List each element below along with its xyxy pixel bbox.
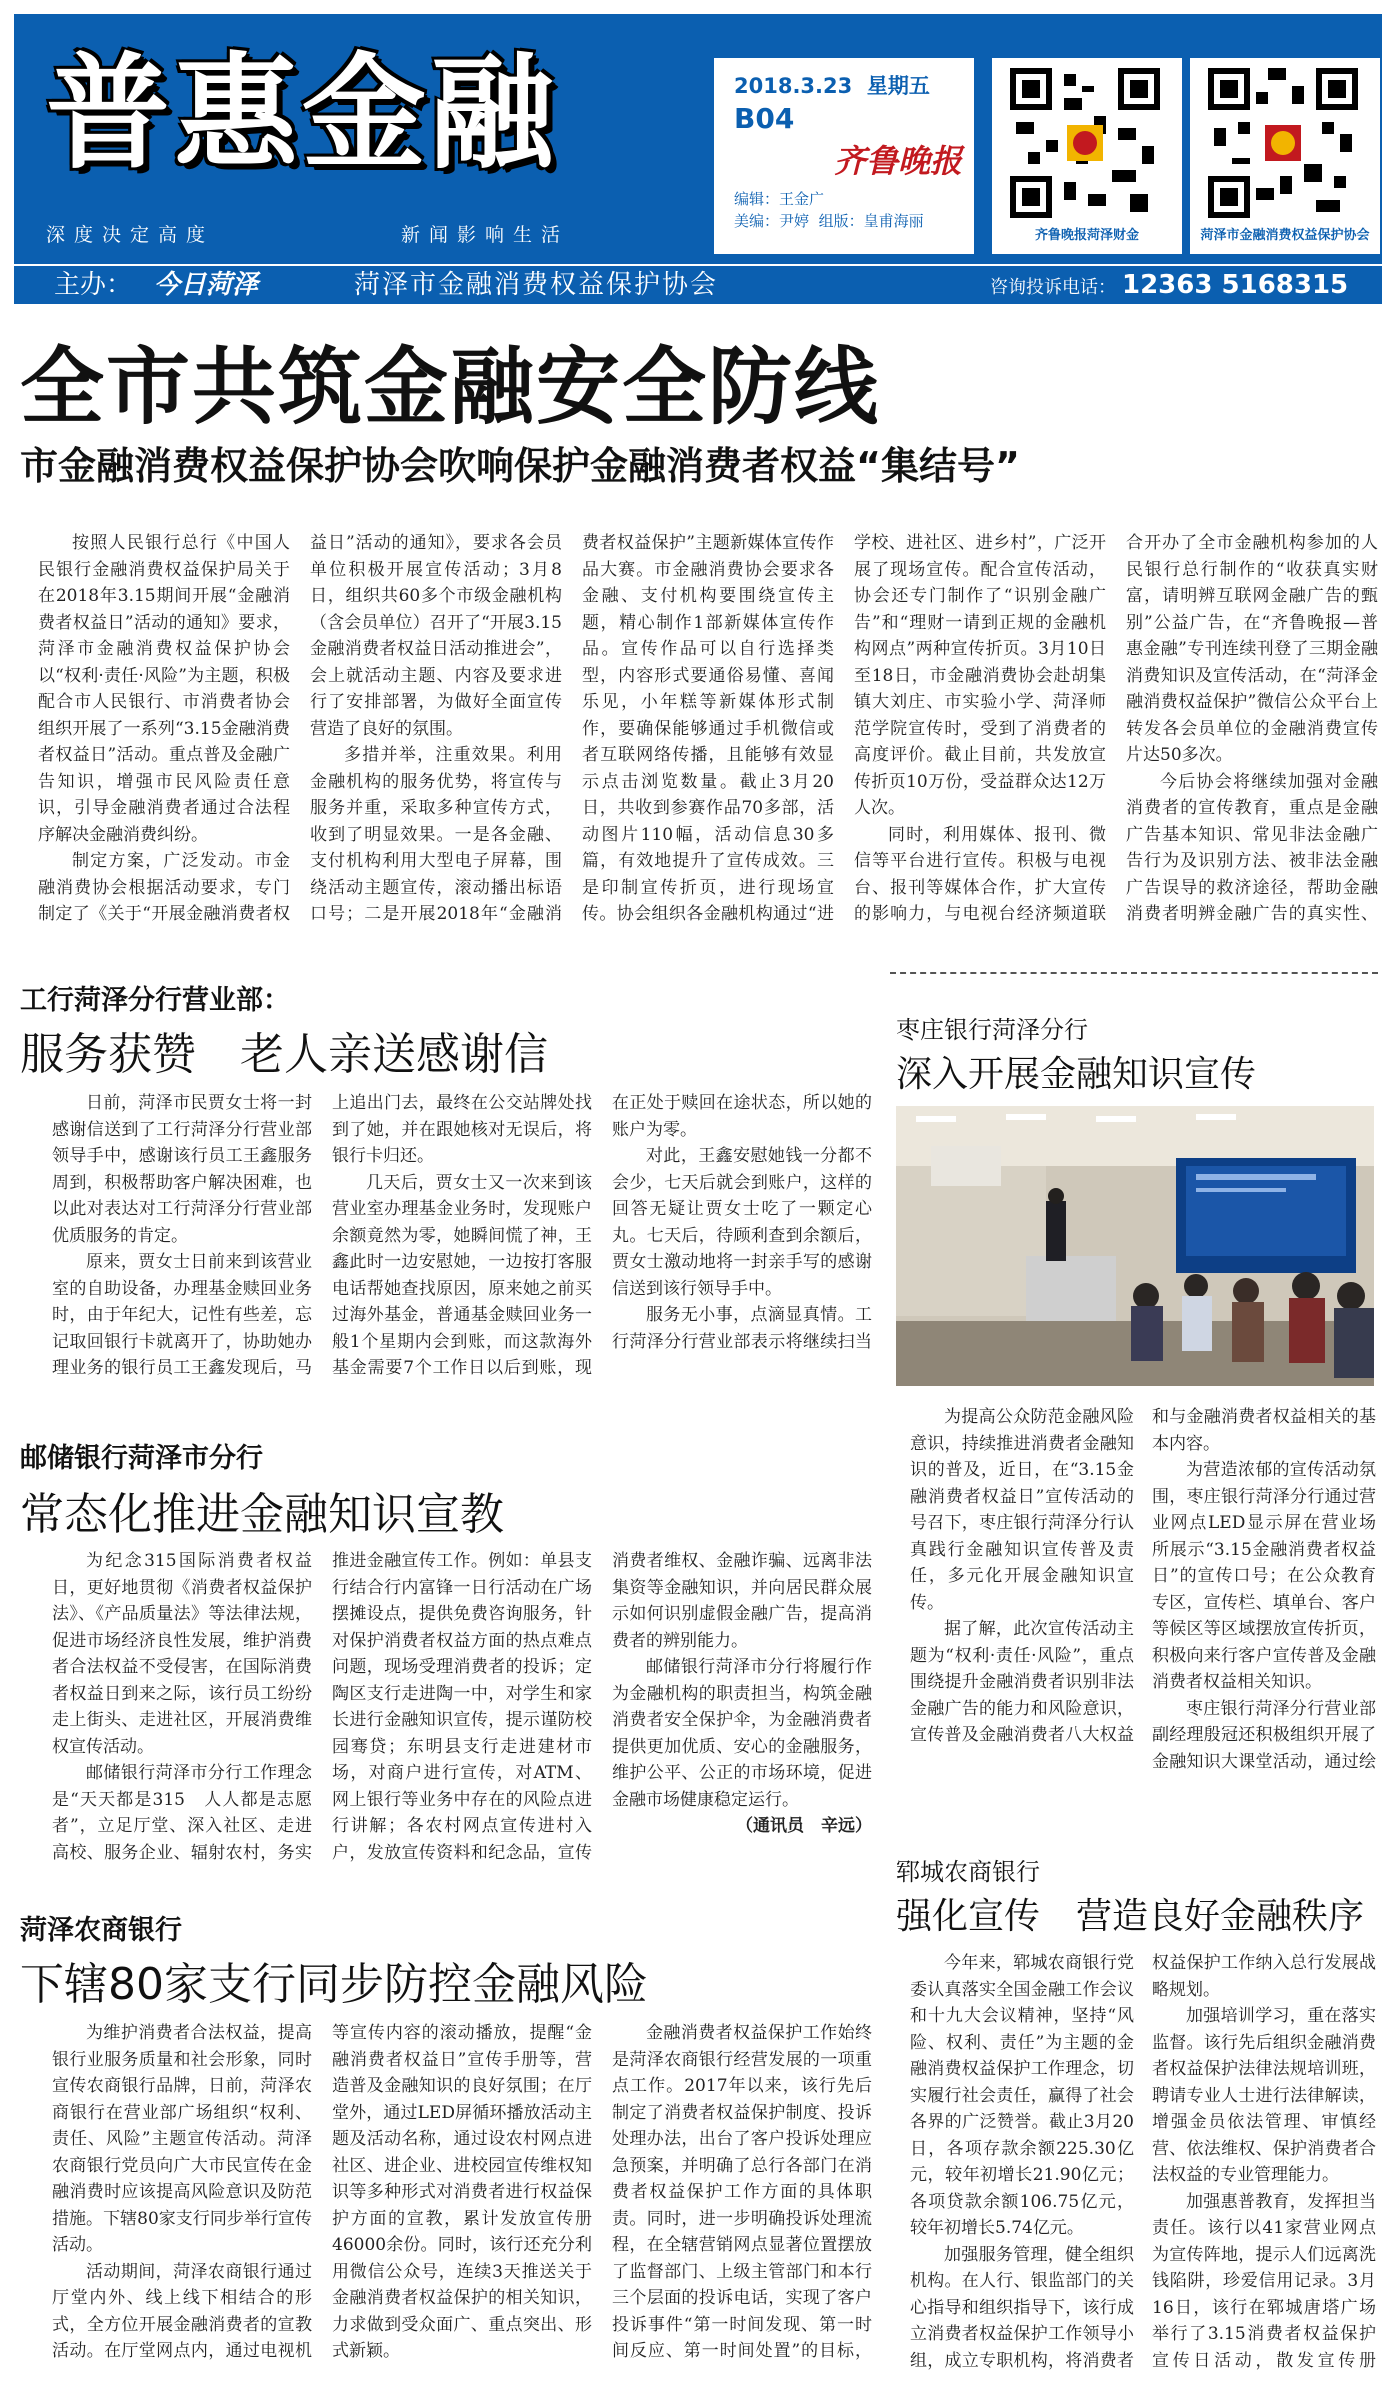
section-divider — [890, 972, 1378, 974]
brand-title: 普惠金融 — [46, 42, 559, 186]
editor-credit: 美编：尹婷 组版：皇甫海丽 — [734, 212, 924, 230]
paragraph: 服务无小事，点滴显真情。工行菏泽分行营业部表示将继续扫当 — [612, 1305, 872, 1352]
paragraph: 多措并举，注重效果。利用金融机构的服务优势，将宣传与服务并重，采取多种宣传方式，收到了明显效果。一是各金融、支付机构利用大型电子屏幕，围绕活动主题宣传，滚动播出标语口号；二是开展2018年“金融消费者权益保护”主题新媒体宣传作品大赛。市金融消费协会要求各金融、支付机构要围绕宣传主题，精心制作1部新媒体宣传作品。宣传作品可以自行选择类型，内容形式要通俗易懂、喜闻乐见，小年糕等新媒体形式制作，要确保能够通过手机微信或者互联网络传播，且能够有效显示点击浏览数量。截止3月20日，共收到参赛作品70多部，活动图片110幅，活动信息30多篇，有效地提升了宣传成效。三是印制宣传折页，进行现场宣传。协会组织各金融机构通过“进学校、进社区、进乡村”，广泛开展了现场宣传。配合宣传活动，协会还专门制作了“识别金融广告”和“理财一请到正规的金融机构网点”两种宣传折页。3月10日至18日，市金融消费协会赴胡集镇大刘庄、市实验小学、菏泽师范学院宣传时，受到了消费者的高度评价。截止目前，共发放宣传折页10万份，受益群众达12万人次。 — [310, 533, 1106, 924]
paragraph: 据了解，此次宣传活动主题为“权利·责任·风险”，重点围绕提升金融消费者识别非法金融广告的能力和风险意识，宣传普及金融消费者八大权益和与金融消费者权益相关的基本内容。 — [910, 1407, 1376, 1745]
paragraph: 原来，贾女士日前来到该营业室的自助设备，办理基金赎回业务时，由于年纪大，记性有些差，忘记取回银行卡就离开了，协助她办理业务的银行员工王鑫发现后，马上追出门去，最终在公交站牌处找到了她，并在跟她核对无误后，将银行卡归还。 — [52, 1093, 592, 1378]
hotline-number[interactable]: 12363 5168315 — [1122, 270, 1349, 300]
paragraph: 邮储银行菏泽市分行工作理念是“天天都是315 人人都是志愿者”，立足厅堂、深入社区、走进高校、服务企业、辐射农村，务实推进金融宣传工作。例如：单县支行结合行内富锋一日行活动在广场摆摊设点，提供免费咨询服务，针对保护消费者权益方面的热点难点问题，现场受理消费者的投诉；定陶区支行走进陶一中，对学生和家长进行金融知识宣传，提示谨防校园骞贷；东明县支行走进建材市场，对商户进行宣传，对ATM、网上银行等业务中存在的风险点进行讲解；各农村网点宣传进村入户，发放宣传资料和纪念品，宣传消费者维权、金融诈骗、远离非法集资等金融知识，并向居民群众展示如何识别虚假金融广告，提高消费者的辨别能力。 — [52, 1551, 872, 1863]
slogan-left: 深度决定高度 — [46, 224, 215, 246]
byline: （通讯员 辛远） — [736, 1816, 872, 1836]
main-headline: 全市共筑金融安全防线 — [20, 338, 881, 436]
main-subheadline: 市金融消费权益保护协会吹响保护金融消费者权益“集结号” — [20, 444, 1020, 488]
hotline — [990, 266, 1348, 307]
paragraph: 同时，利用媒体、报刊、微信等平台进行宣传。积极与电视台、报刊等媒体合作，扩大宣传的影响力，与电视台经济频道联合开办了全市金融机构参加的人民银行总行制作的“收获真实财富，请明辨互联网金融广告的甄别”公益广告，在“齐鲁晚报—普惠金融”专刊连续刊登了三期金融消费知识及宣传活动，在“菏泽金融消费权益保护”微信公众平台上转发各会员单位的金融消费宣传片达50多次。 — [854, 533, 1378, 924]
sponsor-logo: 今日菏泽 — [154, 270, 259, 300]
issue-date: 2018.3.23 星期五 — [734, 74, 930, 98]
paragraph: 按照人民银行总行《中国人民银行金融消费权益保护局关于在2018年3.15期间开展“金融消费者权益日”活动的通知》要求，菏泽市金融消费权益保护协会以“权利·责任·风险”为主题，积极配合市人民银行、市消费者协会组织开展了一系列“3.15金融消费者权益日”活动。重点普及金融广告知识，增强市民风险责任意识，引导金融消费者通过合法程序解决金融消费纠纷。 — [38, 533, 290, 845]
paragraph: 枣庄银行菏泽分行营业部副经理殷冠还积极组织开展了金融知识大课堂活动，通过绘 — [1152, 1698, 1376, 1772]
paragraph: 几天后，贾女士又一次来到该营业室办理基金业务时，发现账户余额竟然为零，她瞬间慌了神，王鑫此时一边安慰她，一边按打客服电话帮她查找原因，原来她之前买过海外基金，普通基金赎回业务一般1个星期内会到账，而这款海外基金需要7个工作日以后到账，现在正处于赎回在途状态，所以她的账户为零。 — [332, 1093, 872, 1378]
qr-caption: 齐鲁晚报菏泽财金 — [1034, 228, 1139, 243]
rcb-kicker: 菏泽农商银行 — [20, 1915, 182, 1946]
paragraph: 为营造浓郁的宣传活动氛围，枣庄银行菏泽分行通过营业网点LED显示屏在营业场所展示“3.15金融消费者权益日”的宣传口号；在公众教育专区，宣传栏、填单台、客户等候区等区域摆放宣传折页，积极向来行客户宣传普及金融消费者权益相关知识。 — [1152, 1460, 1376, 1692]
sponsor-organization: 菏泽市金融消费权益保护协会 — [354, 270, 719, 300]
icbc-article-body — [52, 1090, 872, 1400]
paragraph: 为纪念315国际消费者权益日，更好地贯彻《消费者权益保护法》、《产品质量法》等法律法规，促进市场经济良性发展，维护消费者合法权益不受侵害，在国际消费者权益日到来之际，该行员工纷纷走上街头、走进社区，开展消费维权宣传活动。 — [52, 1551, 312, 1757]
icbc-kicker: 工行菏泽分行营业部： — [20, 985, 290, 1016]
seminar-photo-image — [896, 1106, 1374, 1386]
qr-code-icon[interactable] — [1010, 68, 1160, 218]
sponsor-bar — [14, 264, 1382, 304]
paragraph: 加强服务管理，健全组织机构。在人行、银监部门的关心指导和组织指导下，该行成立消费者权益保护工作领导小组，成立专职机构，将消费者权益保护工作纳入总行发展战略规划。 — [910, 1953, 1376, 2371]
issue-page: B04 — [734, 102, 795, 135]
paragraph: 加强惠普教育，发挥担当责任。该行以41家营业网点为宣传阵地，提示人们远离洗钱陷阱，珍爱信用记录。3月16日，该行在郓城唐塔广场举行了3.15消费者权益保护宣传日活动，散发宣传册 — [1152, 2191, 1376, 2371]
qr-caption: 菏泽市金融消费权益保护协会 — [1200, 228, 1370, 243]
sponsor-label: 主办： — [54, 270, 133, 300]
yuncheng-article-body — [910, 1950, 1376, 2380]
psbc-title: 常态化推进金融知识宣教 — [20, 1489, 504, 1540]
seminar-photo — [896, 1106, 1374, 1386]
zaozhuang-article-body — [910, 1404, 1376, 1784]
zaozhuang-title: 深入开展金融知识宣传 — [896, 1054, 1257, 1095]
editor-credits — [734, 188, 924, 232]
psbc-article-body — [52, 1548, 872, 1878]
zaozhuang-kicker: 枣庄银行菏泽分行 — [896, 1016, 1088, 1044]
masthead — [14, 14, 1382, 304]
paper-logo: 齐鲁晚报 — [834, 142, 963, 180]
editor-credit: 编辑：王金广 — [734, 190, 825, 208]
qr-code-icon[interactable] — [1208, 68, 1358, 218]
issue-info-box — [714, 58, 974, 254]
paragraph: 对此，王鑫安慰她钱一分都不会少，七天后就会到账户，这样的回答无疑让贾女士吃了一颗定心丸。七天后，待顾利查到余额后，贾女士激动地将一封亲手写的感谢信送到该行领导手中。 — [612, 1146, 872, 1299]
paragraph: 今后协会将继续加强对金融消费者的宣传教育，重点是金融广告基本知识、常见非法金融广告行为及识别方法、被非法金融广告误导的救济途径，帮助金融消费者明辨金融广告的真实性、 — [1126, 771, 1378, 924]
rcb-article-body — [52, 2020, 872, 2382]
paragraph: 金融消费者权益保护工作始终是菏泽农商银行经营发展的一项重点工作。2017年以来，该行先后制定了消费者权益保护制度、投诉处理办法，出台了客户投诉处理应急预案，并明确了总行各部门在消费者权益保护工作方面的具体职责。同时，进一步明确投诉处理流程，在全辖营销网点显著位置摆放了监督部门、上级主管部门和本行三个层面的投诉电话，实现了客户投诉事件“第一时间发现、第一时间反应、第一时间处置”的目标， — [612, 2023, 872, 2361]
yuncheng-kicker: 郓城农商银行 — [896, 1858, 1040, 1886]
icbc-title: 服务获赞 老人亲送感谢信 — [20, 1029, 548, 1080]
qr-code-block — [1190, 58, 1380, 254]
paragraph: 活动期间，菏泽农商银行通过厅堂内外、线上线下相结合的形式，全方位开展金融消费者的宣教活动。在厅堂网点内，通过电视机等宣传内容的滚动播放，提醒“金融消费者权益日”宣传手册等，营造普及金融知识的良好氛围；在厅堂外，通过LED屏循环播放活动主题及活动名称，通过设农村网点进社区、进企业、进校园宣传维权知识等多种形式对消费者进行权益保护方面的宣教，累计发放宣传册46000余份。同时，该行还充分利用微信公众号，连续3天推送关于金融消费者权益保护的相关知识，力求做到受众面广、重点突出、形式新颖。 — [52, 2023, 592, 2361]
rcb-title: 下辖80家支行同步防控金融风险 — [20, 1959, 648, 2010]
paragraph: 制定方案，广泛发动。市金融消费协会根据活动要求，专门制定了《关于“开展金融消费者权益日”活动的通知》，要求各会员单位积极开展宣传活动；3月8日，组织共60多个市级金融机构（含会员单位）召开了“开展3.15金融消费者权益日活动推进会”，会上就活动主题、内容及要求进行了安排部署，为做好全面宣传营造了良好的氛围。 — [38, 533, 562, 924]
paragraph: 日前，菏泽市民贾女士将一封感谢信送到了工行菏泽分行营业部领导手中，感谢该行员工王鑫服务周到，积极帮助客户解决困难，也以此对表达对工行菏泽分行营业部优质服务的肯定。 — [52, 1093, 312, 1246]
slogan-right: 新闻影响生活 — [401, 224, 570, 246]
paragraph: 加强培训学习，重在落实监督。该行先后组织金融消费者权益保护法律法规培训班，聘请专业人士进行法律解读，增强金员依法管理、审慎经营、依法维权、保护消费者合法权益的专业管理能力。 — [1152, 2006, 1376, 2185]
paragraph: 邮储银行菏泽市分行将履行作为金融机构的职责担当，构筑金融消费者安全保护伞，为金融消费者提供更加优质、安心的金融服务，维护公平、公正的市场环境，促进金融市场健康稳定运行。 — [612, 1657, 872, 1810]
paragraph: 为维护消费者合法权益，提高银行业服务质量和社会形象，同时宣传农商银行品牌，日前，菏泽农商银行在营业部广场组织“权利、责任、风险”主题宣传活动。菏泽农商银行党员向广大市民宣传在金融消费时应该提高风险意识及防范措施。下辖80家支行同步举行宣传活动。 — [52, 2023, 312, 2255]
hotline-label: 咨询投诉电话： — [990, 277, 1116, 298]
paragraph: 今年来，郓城农商银行党委认真落实全国金融工作会议和十九大会议精神，坚持“风险、权利、责任”为主题的金融消费权益保护工作理念，切实履行社会责任，赢得了社会各界的广泛赞誉。截止3月20日，各项存款余额225.30亿元，较年初增长21.90亿元；各项贷款余额106.75亿元，较年初增长5.74亿元。 — [910, 1953, 1134, 2238]
psbc-kicker: 邮储银行菏泽市分行 — [20, 1443, 263, 1474]
qr-code-block — [992, 58, 1182, 254]
slogan-bar — [46, 219, 696, 251]
yuncheng-title: 强化宣传 营造良好金融秩序 — [896, 1896, 1365, 1937]
lead-article-body — [38, 530, 1378, 930]
paragraph: 为提高公众防范金融风险意识，持续推进消费者金融知识的普及，近日，在“3.15金融消费者权益日”宣传活动的号召下，枣庄银行菏泽分行认真践行金融知识宣传普及责任，多元化开展金融知识宣传。 — [910, 1407, 1134, 1613]
